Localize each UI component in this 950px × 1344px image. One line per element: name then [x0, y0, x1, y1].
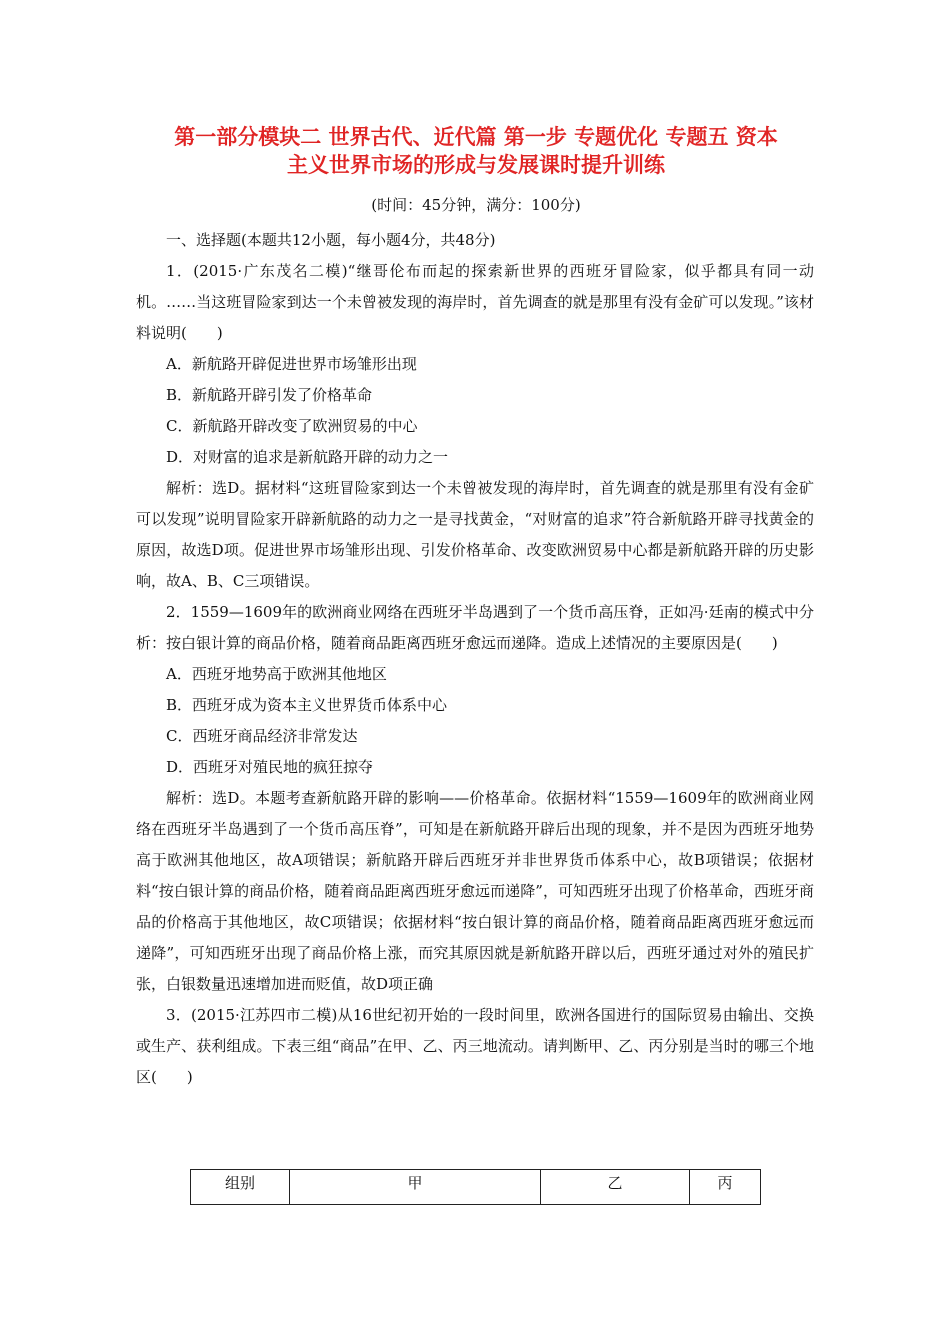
question-1-option-a: A．新航路开辟促进世界市场雏形出现: [166, 355, 417, 373]
section-heading: 一、选择题(本题共12小题，每小题4分，共48分): [166, 231, 496, 249]
question-2-option-b: B．西班牙成为资本主义世界货币体系中心: [166, 696, 448, 714]
question-1-option-c: C．新航路开辟改变了欧洲贸易的中心: [166, 417, 418, 435]
question-1-option-b: B．新航路开辟引发了价格革命: [166, 386, 373, 404]
doc-title-line1: 第一部分模块二 世界古代、近代篇 第一步 专题优化 专题五 资本: [174, 124, 778, 149]
question-2-stem: 2．1559—1609年的欧洲商业网络在西班牙半岛遇到了一个货币高压脊，正如冯·廷南的模式中分析：按白银计算的商品价格，随着商品距离西班牙愈远而递降。造成上述情况的主要原因是( ): [136, 603, 814, 652]
question-3-stem: 3．(2015·江苏四市二模)从16世纪初开始的一段时间里，欧洲各国进行的国际贸易由输出、交换或生产、获利组成。下表三组“商品”在甲、乙、丙三地流动。请判断甲、乙、丙分别是当时的哪三个地区( ): [136, 1006, 814, 1086]
question-2-option-a: A．西班牙地势高于欧洲其他地区: [166, 665, 387, 683]
question-2-option-c: C．西班牙商品经济非常发达: [166, 727, 358, 745]
question-1-option-d: D．对财富的追求是新航路开辟的动力之一: [166, 448, 449, 466]
doc-body: [136, 225, 814, 1093]
table-header-group: 组别: [191, 1170, 290, 1205]
time-info: (时间：45分钟，满分：100分): [371, 196, 581, 214]
table-header-yi: 乙: [541, 1170, 690, 1205]
table-header-jia: 甲: [290, 1170, 541, 1205]
question-2-option-d: D．西班牙对殖民地的疯狂掠夺: [166, 758, 374, 776]
question-1-stem: 1．(2015·广东茂名二模)“继哥伦布而起的探索新世界的西班牙冒险家，似乎都具有同一动机。……当这班冒险家到达一个未曾被发现的海岸时，首先调查的就是那里有没有金矿可以发现。”该材料说明( ): [136, 262, 814, 342]
table-header-bing: 丙: [690, 1170, 761, 1205]
question-2-analysis: 解析：选D。本题考查新航路开辟的影响——价格革命。依据材料“1559—1609年的欧洲商业网络在西班牙半岛遇到了一个货币高压脊”，可知是在新航路开辟后出现的现象，并不是因为西班牙地势高于欧洲其他地区，故A项错误；新航路开辟后西班牙并非世界货币体系中心，故B项错误；依据材料“按白银计算的商品价格，随着商品距离西班牙愈远而递降”，可知西班牙出现了价格革命，西班牙商品的价格高于其他地区，故C项错误；依据材料“按白银计算的商品价格，随着商品距离西班牙愈远而递降”，可知西班牙出现了商品价格上涨，而究其原因就是新航路开辟以后，西班牙通过对外的殖民扩张，白银数量迅速增加进而贬值，故D项正确: [136, 789, 814, 993]
table-header-row: [191, 1170, 761, 1205]
doc-title-line2: 主义世界市场的形成与发展课时提升训练: [287, 152, 665, 177]
goods-flow-table: [190, 1169, 761, 1205]
question-1-analysis: 解析：选D。据材料“这班冒险家到达一个未曾被发现的海岸时，首先调查的就是那里有没有金矿可以发现”说明冒险家开辟新航路的动力之一是寻找黄金，“对财富的追求”符合新航路开辟寻找黄金的原因，故选D项。促进世界市场雏形出现、引发价格革命、改变欧洲贸易中心都是新航路开辟的历史影响，故A、B、C三项错误。: [136, 479, 814, 590]
